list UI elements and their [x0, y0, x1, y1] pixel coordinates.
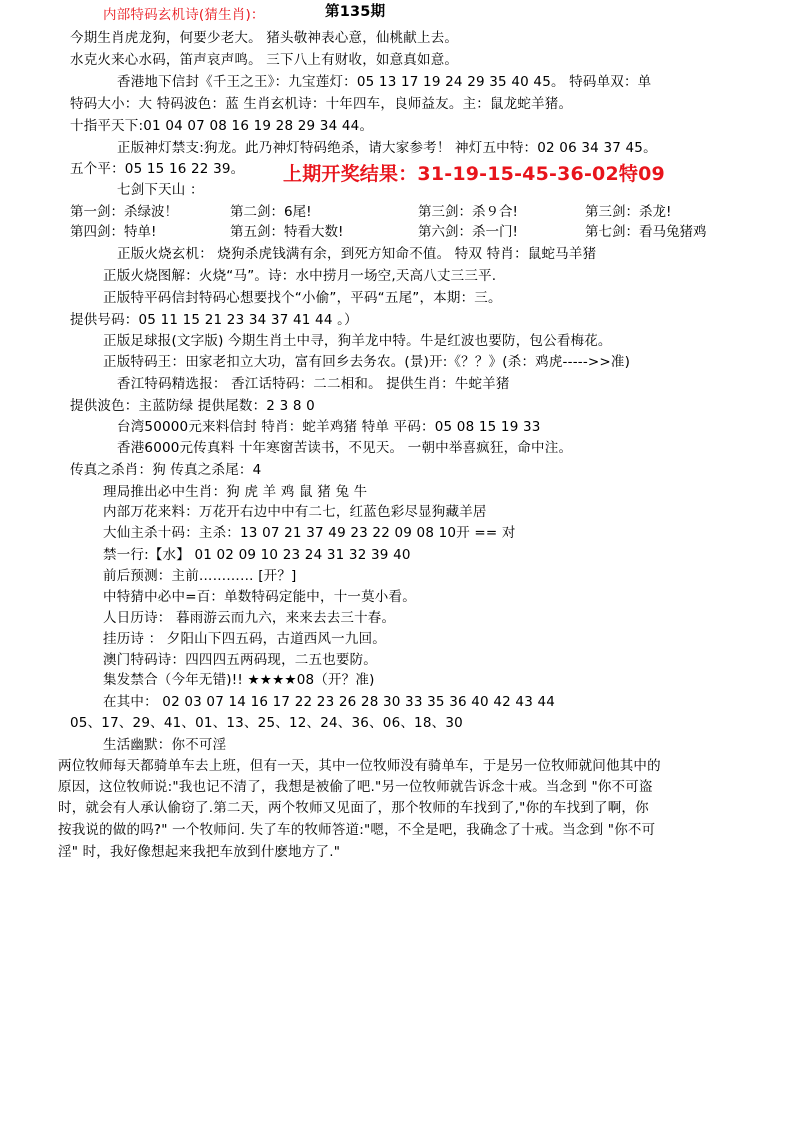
fax-kill-line: 传真之杀肖：狗 传真之杀尾：4 [70, 462, 262, 478]
special-king-line: 正版特码王：田家老扣立大功，富有回乡去务农。(景)开:《？？》(杀：鸡虎----->>准) [103, 354, 631, 370]
sword-5: 第五剑：特看大数! [230, 224, 344, 240]
sword-6: 第六剑：杀一门! [418, 224, 518, 240]
must-win-line: 理局推出必中生肖：狗 虎 羊 鸡 鼠 猪 兔 牛 [103, 484, 368, 500]
last-draw-result: 上期开奖结果：31-19-15-45-36-02特09 [283, 163, 665, 185]
story-line-3: 时，就会有人承认偷窃了.第二天，两个牧师又见面了，那个牧师的车找到了,"你的车找到了啊，你 [58, 800, 649, 816]
god-lamp-line: 正版神灯禁支:狗龙。此乃神灯特码绝杀，请大家参考！ 神灯五中特：02 06 34 37 45。 [117, 140, 657, 156]
sword-2: 第二剑：6尾! [230, 204, 312, 220]
fire-mystery-line: 正版火烧玄机： 烧狗杀虎钱满有余，到死方知命不值。 特双 特肖：鼠蛇马羊猪 [117, 246, 597, 262]
story-line-4: 按我说的做的吗?" 一个牧师问. 失了车的牧师答道:"嗯，不全是吧，我确念了十戒。当念到 "你不可 [58, 822, 656, 838]
special-size-line: 特码大小：大 特码波色：蓝 生肖玄机诗：十年四车，良师益友。主：鼠龙蛇羊猪。 [70, 96, 573, 112]
sword-1: 第一剑：杀绿波！ [70, 204, 178, 220]
taiwan-envelope-line: 台湾50000元来料信封 特肖：蛇羊鸡猪 特单 平码：05 08 15 19 33 [117, 419, 541, 435]
guess-line: 中特猜中必中=百：单数特码定能中，十一莫小看。 [103, 589, 416, 605]
football-paper-line: 正版足球报(文字版) 今期生肖土中寻，狗羊龙中特。牛是红波也要防，包公看梅花。 [103, 333, 612, 349]
story-line-5: 淫" 时，我好像想起来我把车放到什麽地方了." [58, 844, 341, 860]
macau-poem-line: 澳门特码诗：四四四五两码现，二五也要防。 [103, 652, 377, 668]
issue-number: 第135期 [325, 4, 386, 20]
story-line-2: 原因，这位牧师说:"我也记不清了，我想是被偷了吧."另一位牧师就告诉念十戒。当念到 "你不可盗 [58, 779, 653, 795]
sword-4: 第四剑：特单! [70, 224, 157, 240]
among-line: 在其中： 02 03 07 14 16 17 22 23 26 28 30 33 35 36 40 42 43 44 [103, 694, 556, 710]
fire-diagram-line: 正版火烧图解：火烧“马”。诗：水中捞月一场空,天高八丈三三平. [103, 268, 497, 284]
five-flat-line: 五个平：05 15 16 22 39。 [70, 161, 245, 177]
story-line-1: 两位牧师每天都骑单车去上班，但有一天，其中一位牧师没有骑单车，于是另一位牧师就问他其中的 [58, 758, 661, 774]
humor-title: 生活幽默：你不可淫 [103, 737, 227, 753]
poem-line-2: 水克火来心水码，笛声哀声鸣。 三下八上有财收，如意真如意。 [70, 52, 459, 68]
collection-line: 集发禁合（今年无错)!! ★★★★08（开？准) [103, 672, 375, 688]
immortal-kill-line: 大仙主杀十码：主杀：13 07 21 37 49 23 22 09 08 10开 == 对 [103, 525, 516, 541]
ban-row-line: 禁一行:【水】 01 02 09 10 23 24 31 32 39 40 [103, 547, 411, 563]
forecast-line: 前后预测：主前………… [开？] [103, 568, 297, 584]
poem-line-1: 今期生肖虎龙狗，何要少老大。 猪头敬神表心意，仙桃献上去。 [70, 30, 459, 46]
header-label: 内部特码玄机诗(猜生肖)： [103, 7, 265, 23]
provided-color-line: 提供波色：主蓝防绿 提供尾数：2 3 8 0 [70, 398, 315, 414]
day-poem-line: 人日历诗： 暮雨游云而九六，来来去去三十春。 [103, 610, 396, 626]
sword-3b: 第三剑：杀龙! [585, 204, 672, 220]
number-sequence-line: 05、17、29、41、01、13、25、12、24、36、06、18、30 [70, 715, 463, 731]
flowers-line: 内部万花来料：万花开右边中中有二七，红蓝色彩尽显狗藏羊居 [103, 504, 487, 520]
calendar-poem-line: 挂历诗 ： 夕阳山下四五码，古道西风一九回。 [103, 631, 386, 647]
seven-swords-title: 七剑下天山 ： [117, 182, 204, 198]
flat-envelope-line: 正版特平码信封特码心想要找个“小偷”，平码“五尾”，本期：三。 [103, 290, 502, 306]
sword-7: 第七剑：看马兔猪鸡 [585, 224, 707, 240]
ten-fingers-line: 十指平天下:01 04 07 08 16 19 28 29 34 44。 [70, 118, 374, 134]
sword-3: 第三剑：杀９合! [418, 204, 518, 220]
hk-river-line: 香江特码精选报： 香江话特码：二二相和。 提供生肖：牛蛇羊猪 [117, 376, 510, 392]
hk-fax-line: 香港6000元传真料 十年寒窗苦读书，不见天。 一朝中举喜疯狂，命中注。 [117, 440, 573, 456]
hk-envelope-line: 香港地下信封《千王之王》：九宝莲灯：05 13 17 19 24 29 35 40 45。 特码单双：单 [117, 74, 652, 90]
provided-numbers-line: 提供号码：05 11 15 21 23 34 37 41 44 。） [70, 312, 358, 328]
